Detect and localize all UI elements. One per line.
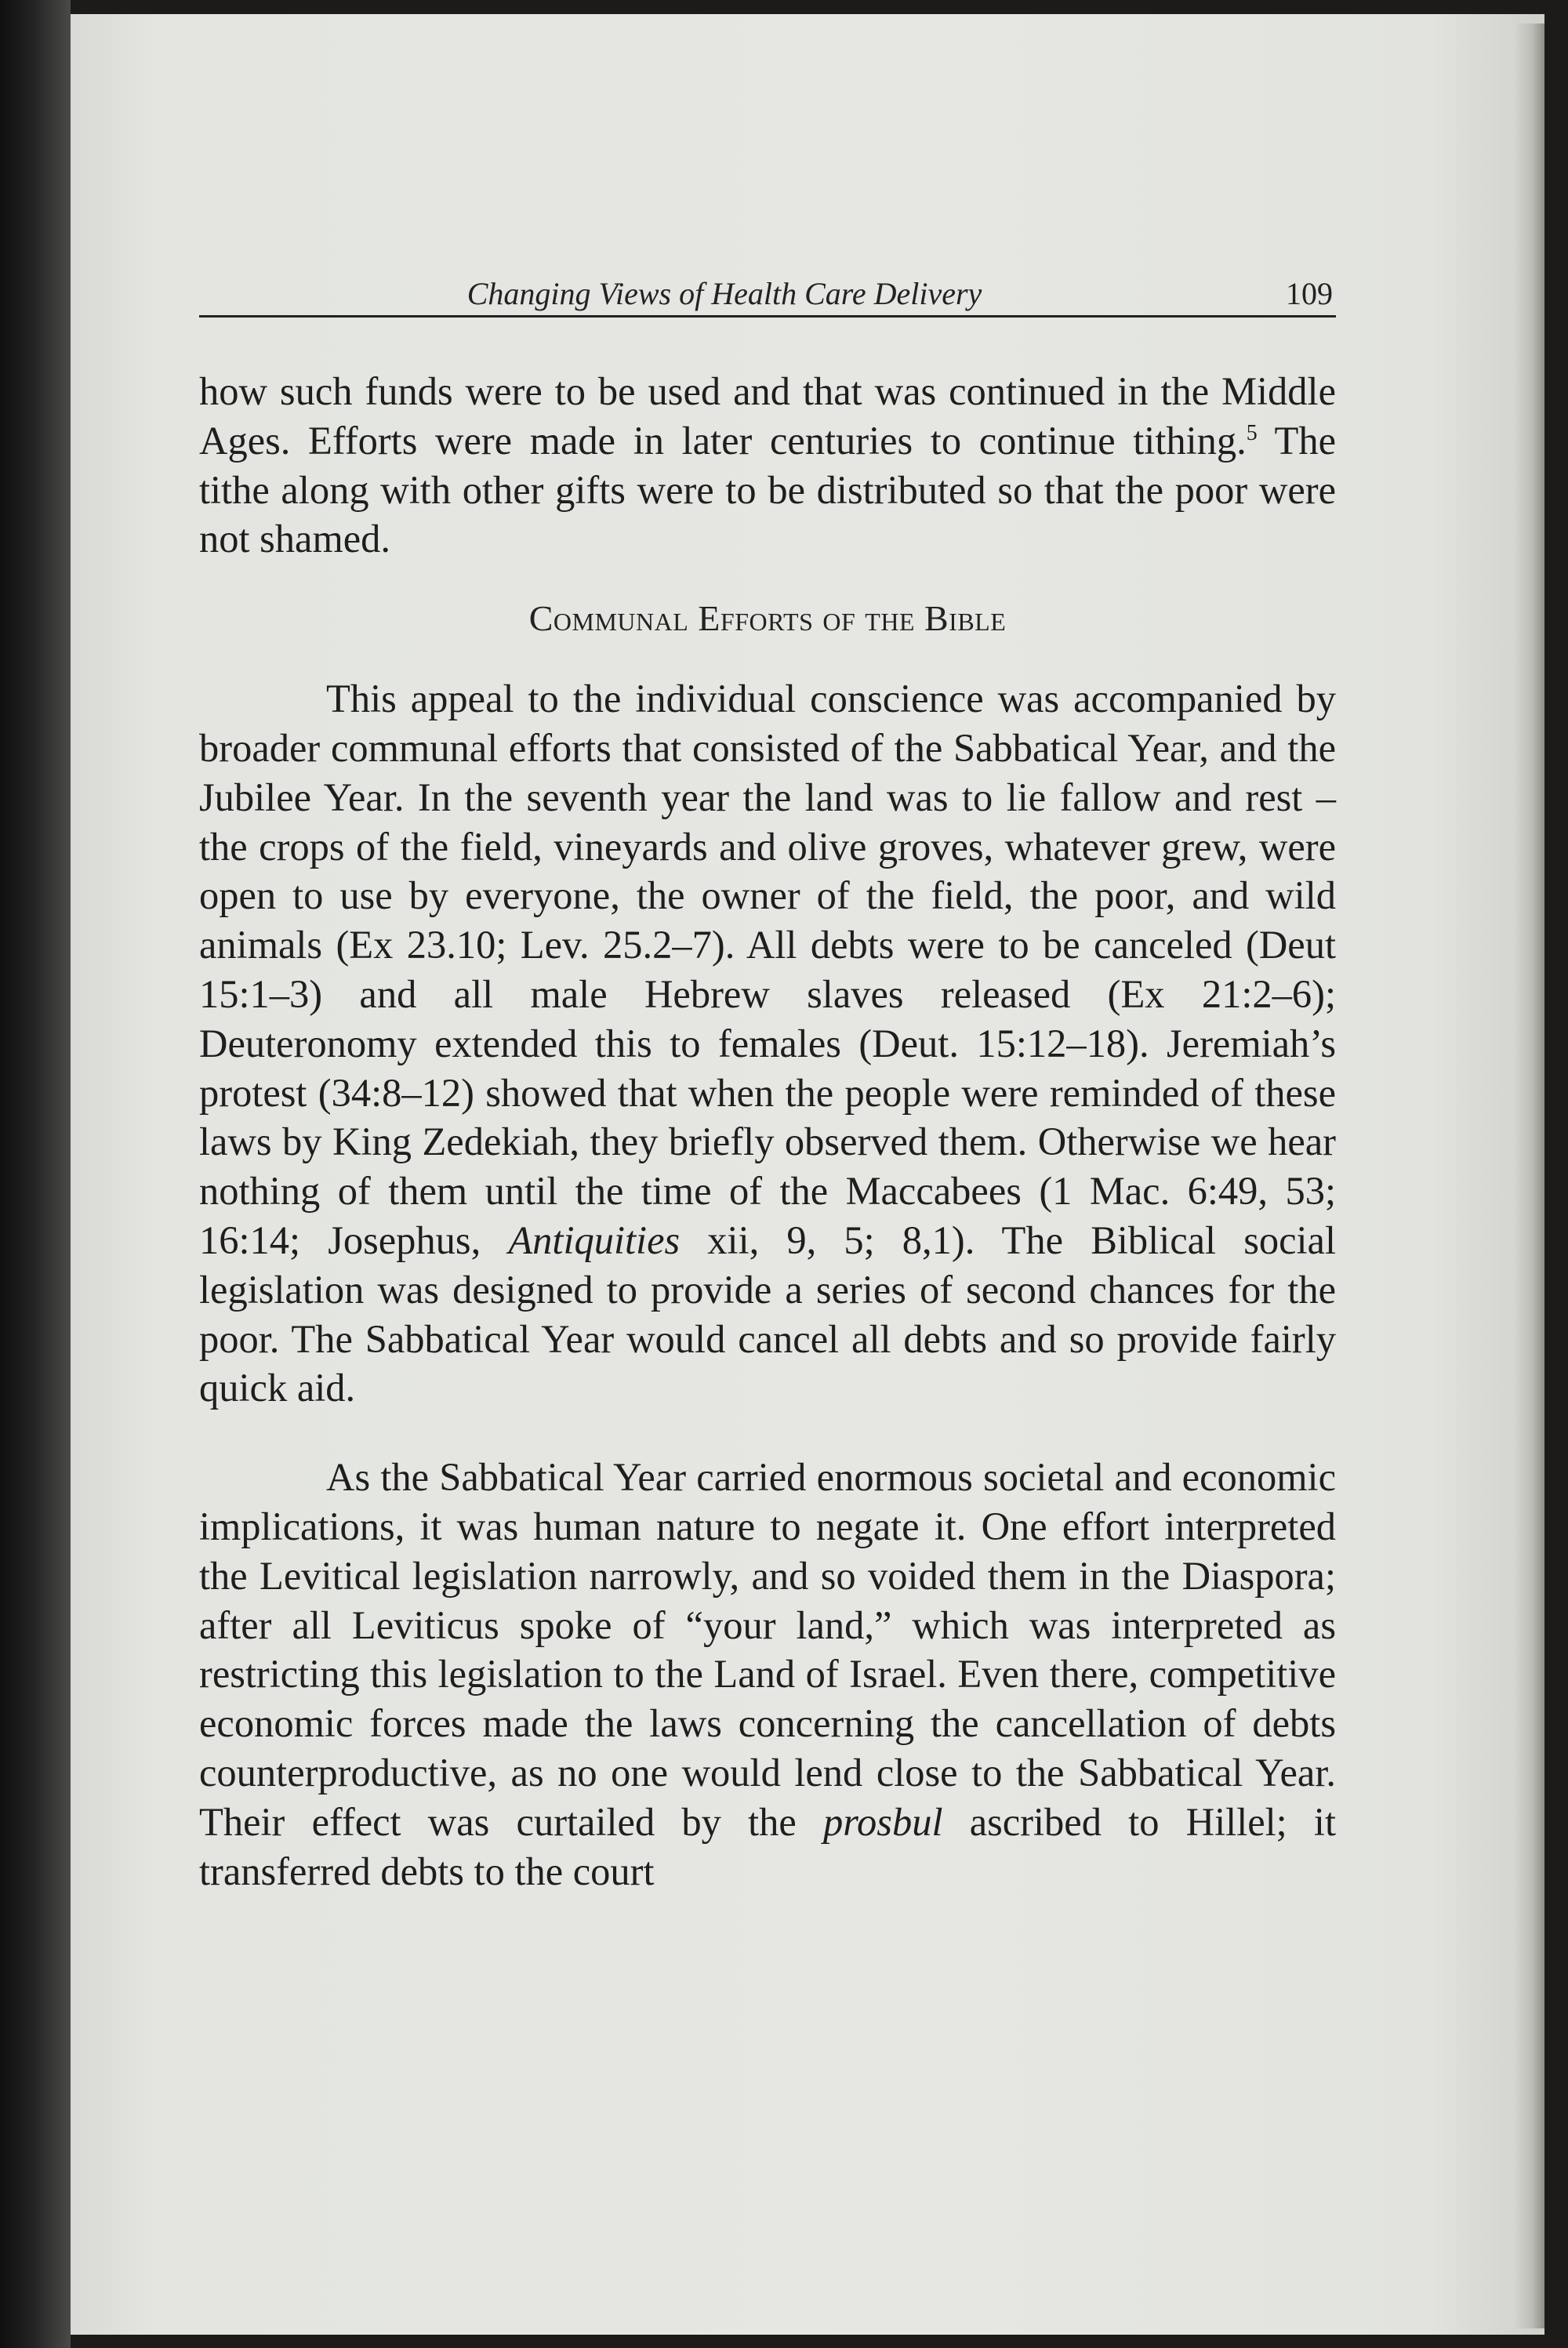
book-gutter-shadow xyxy=(0,0,71,2348)
paragraph-1 xyxy=(199,367,1336,564)
paragraph-1-text-a: how such funds were to be used and that was continued in the Middle Ages. Efforts were made in later centuries to continue tithing. xyxy=(199,369,1336,463)
paragraph-3-text-b: ascribed to Hillel; it transferred debts to the court xyxy=(199,1799,1336,1893)
running-title: Changing Views of Health Care Delivery xyxy=(466,276,982,311)
paragraph-3 xyxy=(199,1453,1336,1896)
paragraph-2-italic-title: Antiquities xyxy=(508,1218,681,1262)
paragraph-3-text-a: As the Sabbatical Year carried enormous societal and economic implications, it was human nature to negate it. One effort interpreted the Levitical legislation narrowly, and so voided them in the Diaspora; after all Leviticus spoke of “your land,” which was interpreted as restricting this legislation to the Land of Israel. Even there, competitive economic forces made the laws concerning the cancellation of debts counterproductive, as no one would lend close to the Sabbatical Year. Their effect was curtailed by the xyxy=(199,1455,1336,1844)
section-heading: Communal Efforts of the Bible xyxy=(528,598,1007,639)
page-number: 109 xyxy=(1286,276,1333,311)
page-edge-shading xyxy=(1513,24,1544,2328)
body-text xyxy=(199,367,1336,1896)
running-header xyxy=(199,267,1336,318)
paragraph-2 xyxy=(199,674,1336,1413)
footnote-ref-5: 5 xyxy=(1246,420,1258,445)
paragraph-gap xyxy=(199,1413,1336,1453)
paragraph-2-text-b: xii, 9, 5; 8,1). The Biblical social legislation was designed to provide a series of second chances for the poor. The Sabbatical Year would cancel all debts and so provide fairly quick aid. xyxy=(199,1218,1337,1410)
paragraph-3-italic-term: prosbul xyxy=(823,1799,943,1844)
paragraph-1-text-b: The tithe along with other gifts were to be distributed so that the poor were not shamed. xyxy=(199,418,1336,561)
paragraph-2-text-a: This appeal to the individual conscience was accompanied by broader communal efforts that consisted of the Sabbatical Year, and the Jubilee Year. In the seventh year the land was to lie fallow and rest – the crops of the field, vineyards and olive groves, whatever grew, were open to use by everyone, the owner of the field, the poor, and wild animals (Ex 23.10; Lev. 25.2–7). All debts were to be canceled (Deut 15:1–3) and all male Hebrew slaves released (Ex 21:2–6); Deuteronomy extended this to females (Deut. 15:12–18). Jeremiah’s protest (34:8–12) showed that when the people were reminded of these laws by King Zedekiah, they briefly observed them. Otherwise we hear nothing of them until the time of the Maccabees (1 Mac. 6:49, 53; 16:14; Josephus, xyxy=(199,677,1336,1262)
